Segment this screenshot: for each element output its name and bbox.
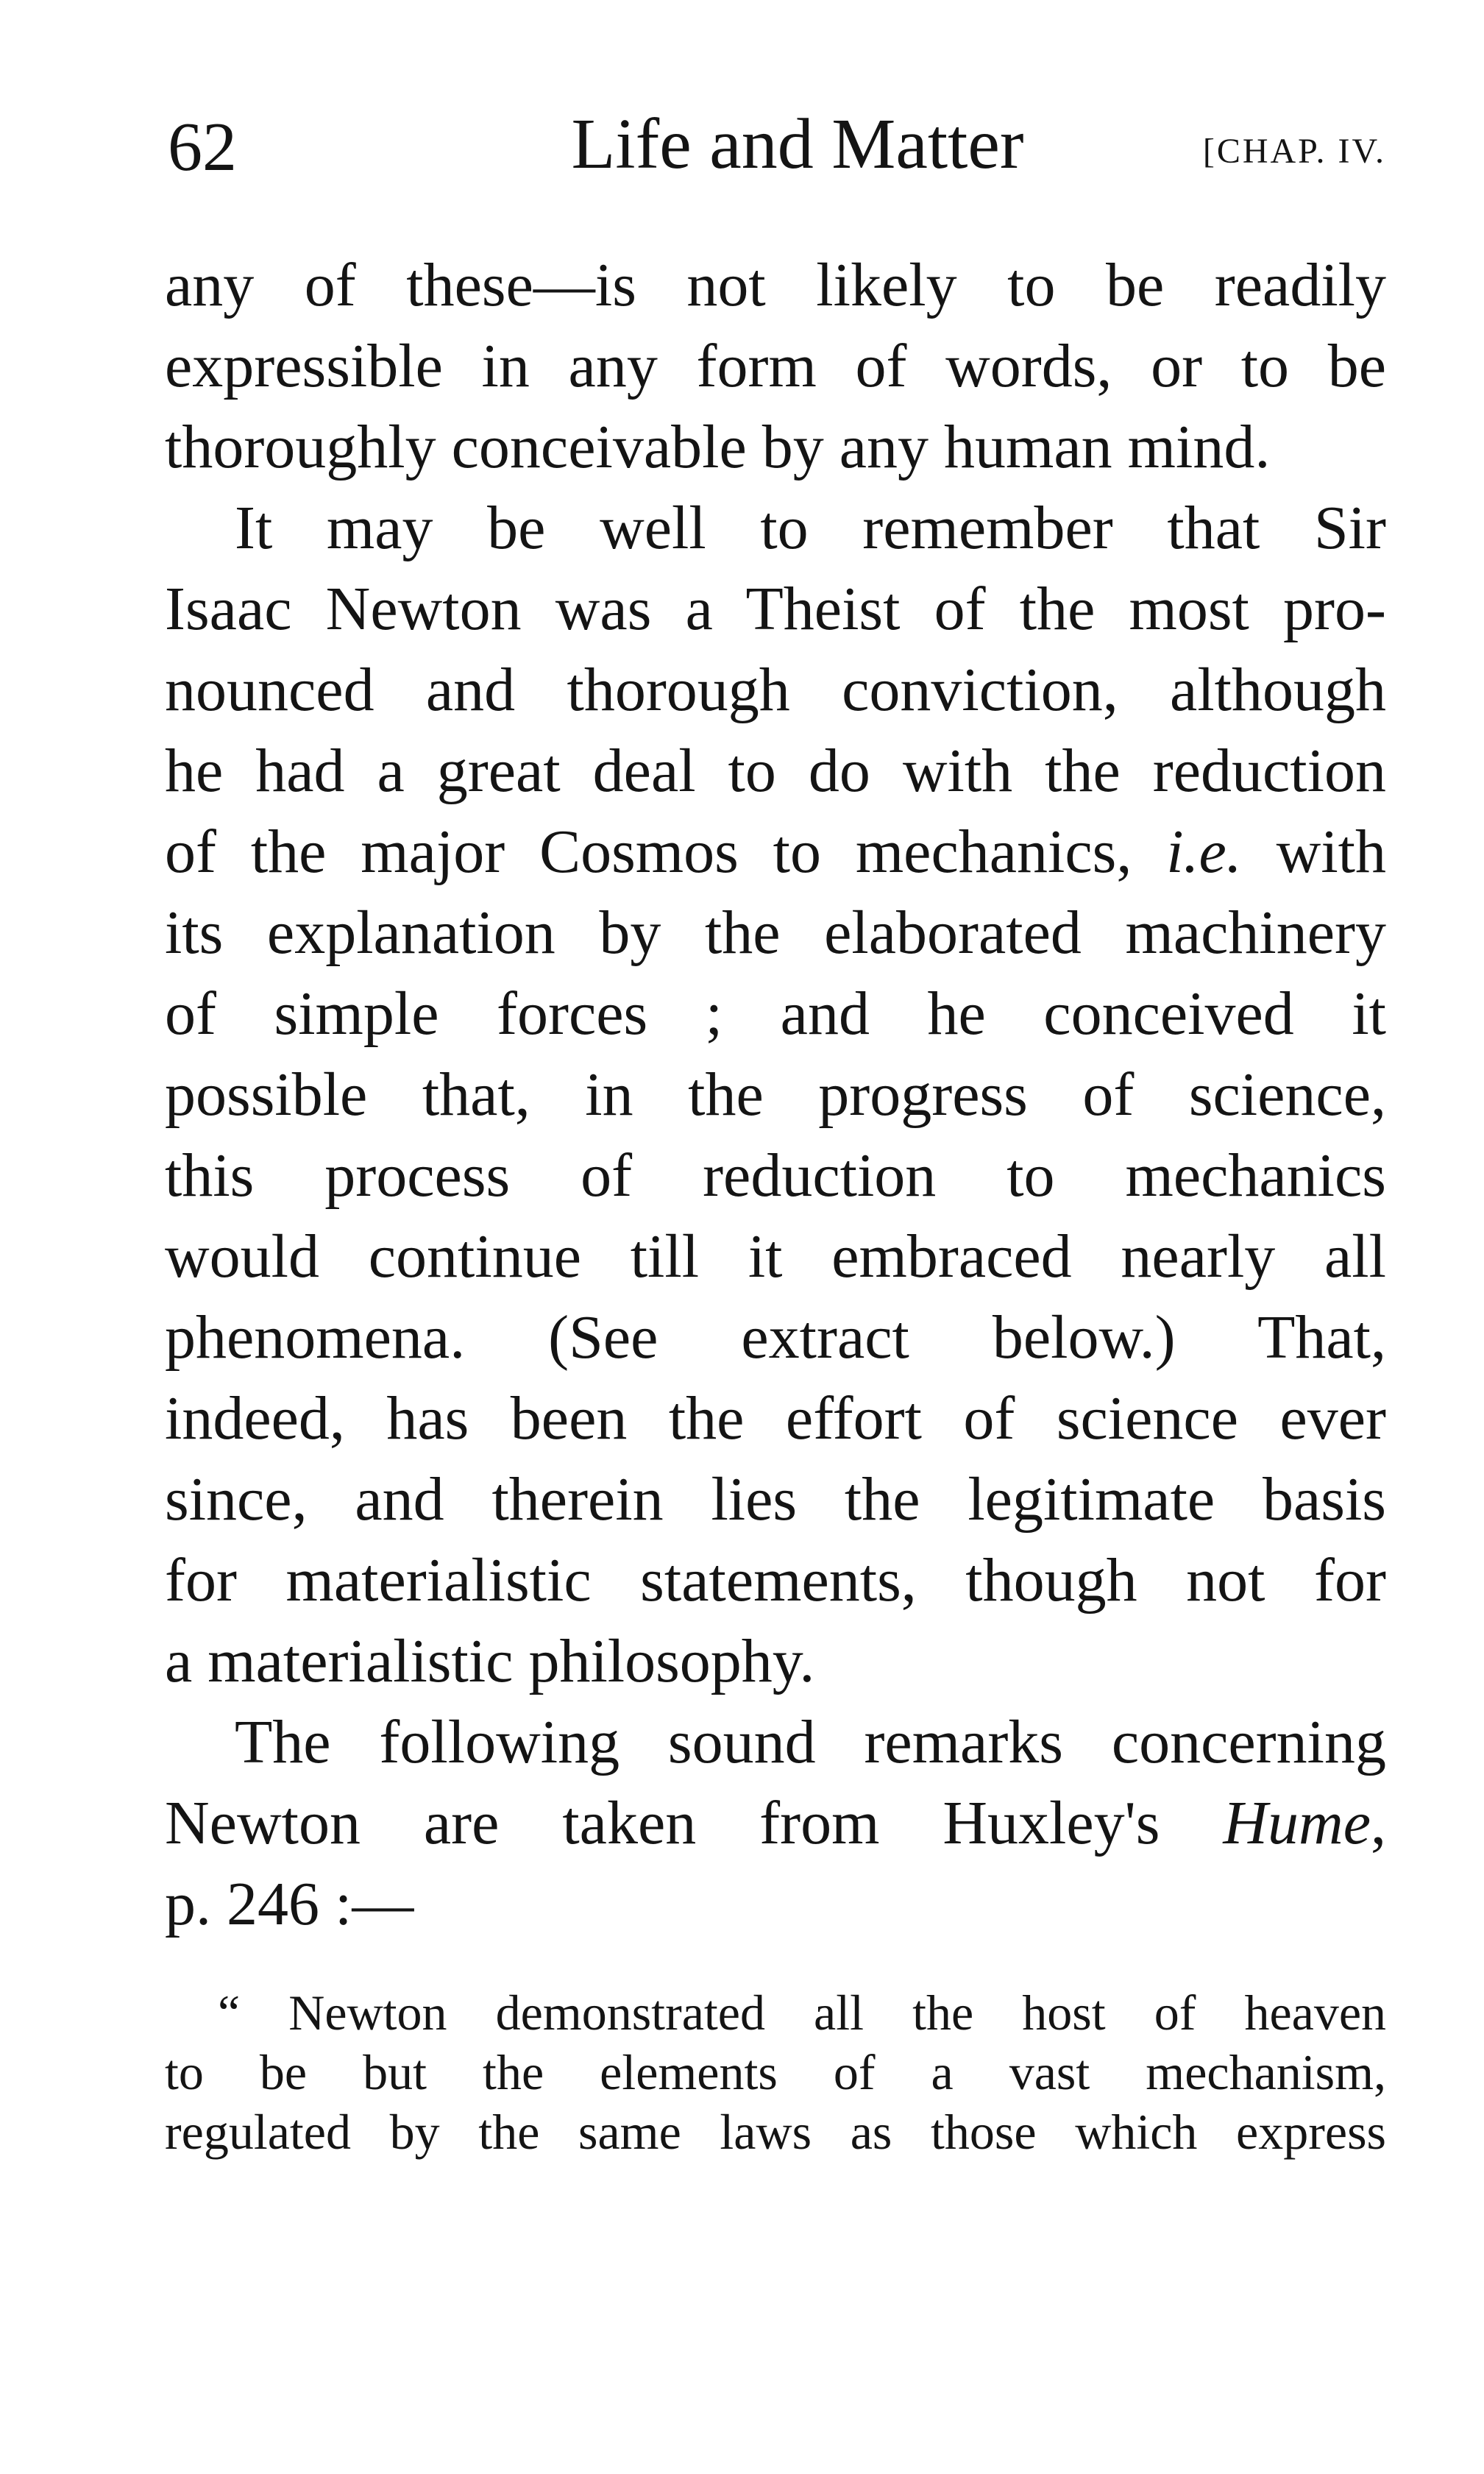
text-line: p. 246 :— xyxy=(165,1870,414,1938)
text-line: a materialistic philosophy. xyxy=(165,1627,815,1695)
text-line: of the major Cosmos to mechanics, i.e. with xyxy=(165,818,1386,886)
text-line: since, and therein lies the legitimate basis xyxy=(165,1465,1386,1534)
running-head xyxy=(165,103,1386,184)
text-line: possible that, in the progress of science, xyxy=(165,1060,1386,1129)
quote-line: regulated by the same laws as those which express xyxy=(165,2104,1386,2160)
quote-line: “ Newton demonstrated all the host of heaven xyxy=(218,1985,1386,2041)
text-line: Isaac Newton was a Theist of the most pro- xyxy=(165,575,1386,643)
text-line: thoroughly conceivable by any human mind. xyxy=(165,413,1271,481)
text-line: any of these—is not likely to be readily xyxy=(165,251,1386,319)
text-line: its explanation by the elaborated machinery xyxy=(165,898,1386,967)
text-line: nounced and thorough conviction, although xyxy=(165,656,1386,724)
text-line: of simple forces ; and he conceived it xyxy=(165,979,1386,1048)
italic-term: i.e. xyxy=(1166,818,1242,886)
text-line: Newton are taken from Huxley's Hume, xyxy=(165,1789,1386,1857)
text-line: this process of reduction to mechanics xyxy=(165,1141,1386,1210)
italic-term: Hume xyxy=(1223,1789,1371,1857)
paragraph-3 xyxy=(165,1702,1386,1945)
paragraph-1 xyxy=(165,245,1386,488)
text-line: he had a great deal to do with the reduction xyxy=(165,737,1386,805)
text-line: indeed, has been the effort of science ever xyxy=(165,1384,1386,1453)
text-line: phenomena. (See extract below.) That, xyxy=(165,1303,1386,1372)
body-text xyxy=(165,245,1386,1945)
page-number: 62 xyxy=(168,109,237,185)
paragraph-2 xyxy=(165,488,1386,1702)
text-line: for materialistic statements, though not for xyxy=(165,1546,1386,1615)
running-title: Life and Matter xyxy=(571,104,1024,184)
text-line: expressible in any form of words, or to be xyxy=(165,332,1386,400)
chapter-reference: [CHAP. IV. xyxy=(1202,132,1386,171)
text-line: The following sound remarks concerning xyxy=(235,1708,1386,1776)
text-line: It may be well to remember that Sir xyxy=(235,494,1386,562)
block-quote xyxy=(165,1983,1386,2162)
quote-line: to be but the elements of a vast mechanism, xyxy=(165,2044,1386,2100)
text-line: would continue till it embraced nearly all xyxy=(165,1222,1386,1291)
